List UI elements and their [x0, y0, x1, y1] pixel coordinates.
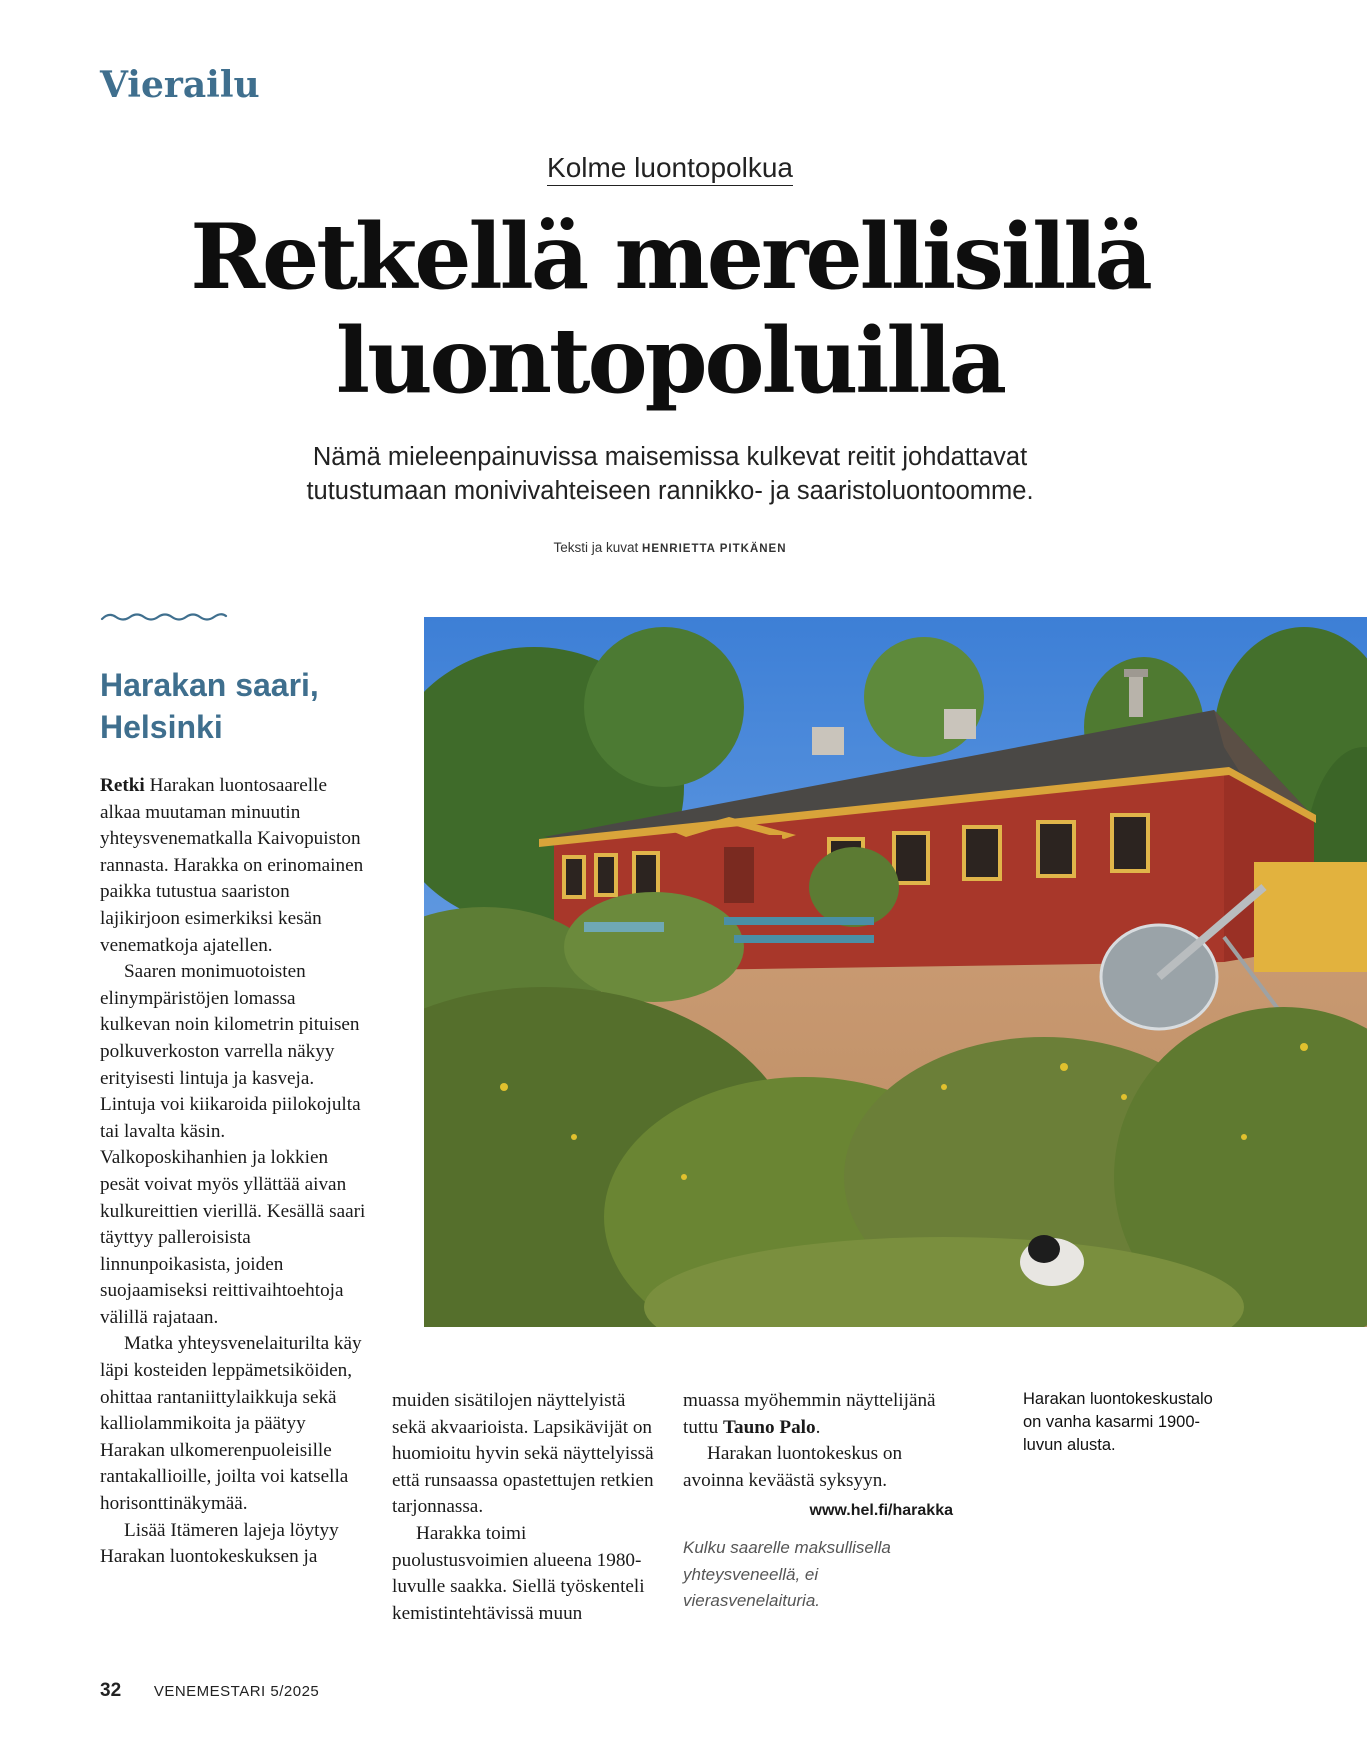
section-tag: Vierailu: [100, 64, 260, 106]
paragraph-end: .: [815, 1416, 821, 1438]
kicker: [0, 152, 1340, 184]
body-paragraph-2: Saaren monimuotoisten elinympäristöjen lomassa kulkevan noin kilometrin pituisen polkuverkoston varrella näkyy erityisesti lintuja ja kasveja. Lintuja voi kiikaroida piilokojulta tai lavalta käsin. Valkoposkihanhien ja lokkien pesät voivat myös yllättää aivan kulkureittien vierillä. Kesällä saari täyttyy palleroisista linnunpoikasista, joiden suojaamiseksi reittivaihtoehtoja välillä rajataan.: [100, 961, 366, 1328]
body-column-3: [683, 1388, 953, 1615]
byline-author: HENRIETTA PITKÄNEN: [642, 543, 787, 555]
lead-line-1: Nämä mieleenpainuvissa maisemissa kulkevat reitit johdattavat: [312, 443, 1028, 471]
body-paragraph-3: Matka yhteysvenelaiturilta käy läpi kosteiden leppämetsiköiden, ohittaa rantaniittylaikkuja sekä kalliolammikoita ja päätyy Harakan ulkomerenpuoleisille rantakallioille, joilta voi katsella horisonttinäkymää.: [100, 1333, 362, 1515]
headline-line-1: Retkellä merellisillä: [190, 204, 1150, 310]
paragraph-text: muassa myöhemmin näyttelijänä tuttu: [683, 1390, 936, 1438]
paragraph-text: Harakan luontosaarelle alkaa muutaman minuutin yhteysvenematkalla Kaivopuiston rannasta. Harakka on erinomainen paikka tutustua saariston lajikirjoon esimerkiksi kesän venematkoja ajatellen.: [100, 775, 364, 956]
lead-line-2: tutustumaan monivivahteiseen rannikko- ja saaristoluontoomme.: [306, 477, 1034, 505]
byline-prefix: Teksti ja kuvat: [553, 540, 639, 555]
photo-caption: Harakan luontokeskustalo on vanha kasarmi 1900-luvun alusta.: [1023, 1390, 1213, 1454]
body-paragraph-4-cont: muiden sisätilojen näyttelyistä sekä akvaarioista. Lapsikävijät on huomioitu hyvin sekä näyttelyissä että runsaassa opastettujen retkien tarjonnassa.: [392, 1390, 654, 1518]
lead-paragraph: [0, 440, 1340, 508]
body-paragraph-5-cont: [683, 1388, 953, 1441]
subhead: [100, 664, 400, 748]
byline: [0, 540, 1340, 555]
magazine-name: VENEMESTARI: [153, 1683, 266, 1700]
body-paragraph-4: Lisää Itämeren lajeja löytyy Harakan luontokeskuksen ja: [100, 1519, 339, 1568]
kicker-text: Kolme luontopolkua: [547, 152, 793, 186]
paragraph-lead-word: Retki: [100, 775, 145, 796]
subhead-line-1: Harakan saari,: [100, 667, 319, 703]
body-paragraph-1: [100, 773, 368, 959]
body-column-1: [100, 773, 368, 1571]
subhead-line-2: Helsinki: [100, 709, 223, 745]
headline-line-2: luontopoluilla: [335, 308, 1005, 414]
photo-nature-center: [424, 617, 1367, 1327]
page-title: [0, 205, 1340, 413]
travel-note: Kulku saarelle maksullisella yhteysveneellä, ei vierasvenelaituria.: [683, 1537, 891, 1611]
nature-center-illustration: [424, 617, 1367, 1327]
body-column-2: [392, 1388, 662, 1627]
website-link[interactable]: www.hel.fi/harakka: [809, 1502, 953, 1520]
issue-number: 5/2025: [270, 1683, 320, 1700]
page-number: 32: [100, 1680, 122, 1701]
body-paragraph-6: Harakan luontokeskus on avoinna keväästä syksyyn.: [683, 1443, 903, 1491]
wave-divider-icon: [100, 610, 228, 624]
person-name: Tauno Palo: [722, 1416, 816, 1438]
page-footer: [100, 1680, 319, 1702]
body-paragraph-5: Harakka toimi puolustusvoimien alueena 1980-luvulle saakka. Siellä työskenteli kemistintehtävissä muun: [392, 1522, 645, 1624]
